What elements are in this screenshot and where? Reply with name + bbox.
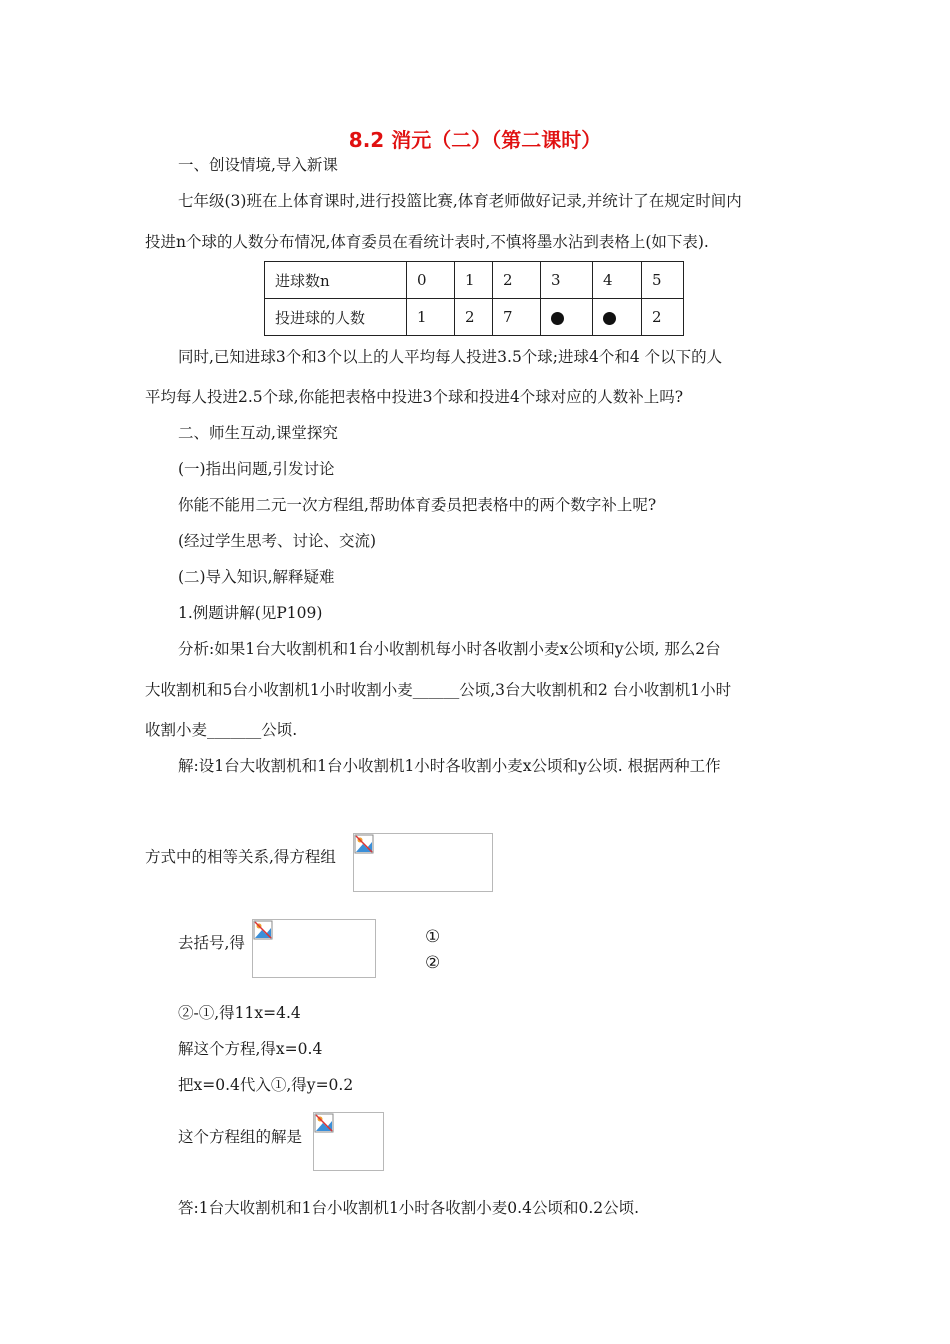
table-row — [265, 299, 684, 336]
example-heading: 1.例题讲解(见P109) — [178, 604, 323, 622]
ink-blot-icon — [603, 312, 616, 325]
table-row-label: 进球数n — [265, 262, 407, 299]
table-cell: 3 — [541, 262, 593, 299]
solution-image — [313, 1112, 384, 1171]
section1-heading: 一、创设情境,导入新课 — [178, 156, 338, 174]
analysis-line-1: 分析:如果1台大收割机和1台小收割机每小时各收割小麦x公顷和y公顷, 那么2台 — [178, 640, 721, 658]
table-row-label: 投进球的人数 — [265, 299, 407, 336]
analysis-line-2: 大收割机和5台小收割机1小时收割小麦______公顷,3台大收割机和2 台小收割机1小时 — [145, 681, 732, 699]
table-cell: 7 — [493, 299, 541, 336]
solution-label: 这个方程组的解是 — [178, 1128, 303, 1146]
broken-image-icon — [354, 834, 374, 854]
equation-system-image — [353, 833, 493, 892]
solution-line-1: 解:设1台大收割机和1台小收割机1小时各收割小麦x公顷和y公顷. 根据两种工作 — [178, 757, 721, 775]
table-cell: 5 — [642, 262, 684, 299]
broken-image-icon — [314, 1113, 334, 1133]
table-cell-ink-blot — [541, 299, 593, 336]
ink-blot-icon — [551, 312, 564, 325]
broken-image-icon — [253, 920, 273, 940]
step-substitute: 把x=0.4代入①,得y=0.2 — [178, 1076, 354, 1094]
subsection-2: (二)导入知识,解释疑难 — [178, 568, 335, 586]
table-cell: 1 — [407, 299, 455, 336]
analysis-line-3: 收割小麦_______公顷. — [145, 721, 298, 739]
solution-line-2: 方式中的相等关系,得方程组 — [145, 848, 336, 866]
table-cell-ink-blot — [593, 299, 642, 336]
equation-marker-1: ① — [425, 927, 441, 947]
step-solve-x: 解这个方程,得x=0.4 — [178, 1040, 323, 1058]
table-cell: 2 — [455, 299, 493, 336]
table-cell: 2 — [493, 262, 541, 299]
question-text: 你能不能用二元一次方程组,帮助体育委员把表格中的两个数字补上呢? — [178, 496, 657, 514]
remove-brackets-label: 去括号,得 — [178, 934, 245, 952]
expanded-equations-image — [252, 919, 376, 978]
intro-line-2: 投进n个球的人数分布情况,体育委员在看统计表时,不慎将墨水沾到表格上(如下表). — [145, 233, 709, 251]
intro-line-1: 七年级(3)班在上体育课时,进行投篮比赛,体育老师做好记录,并统计了在规定时间内 — [178, 192, 742, 210]
answer-text: 答:1台大收割机和1台小收割机1小时各收割小麦0.4公顷和0.2公顷. — [178, 1199, 640, 1217]
table-cell: 2 — [642, 299, 684, 336]
table-cell: 0 — [407, 262, 455, 299]
score-table — [264, 261, 684, 336]
page-title: 8.2 消元（二）（第二课时） — [348, 128, 602, 152]
step-subtract: ②-①,得11x=4.4 — [178, 1004, 301, 1022]
table-cell: 4 — [593, 262, 642, 299]
table-row — [265, 262, 684, 299]
table-cell: 1 — [455, 262, 493, 299]
condition-line-2: 平均每人投进2.5个球,你能把表格中投进3个球和投进4个球对应的人数补上吗? — [145, 388, 684, 406]
section2-heading: 二、师生互动,课堂探究 — [178, 424, 338, 442]
condition-line-1: 同时,已知进球3个和3个以上的人平均每人投进3.5个球;进球4个和4 个以下的人 — [178, 348, 723, 366]
discussion-note: (经过学生思考、讨论、交流) — [178, 532, 377, 550]
subsection-1: (一)指出问题,引发讨论 — [178, 460, 335, 478]
equation-marker-2: ② — [425, 953, 441, 973]
